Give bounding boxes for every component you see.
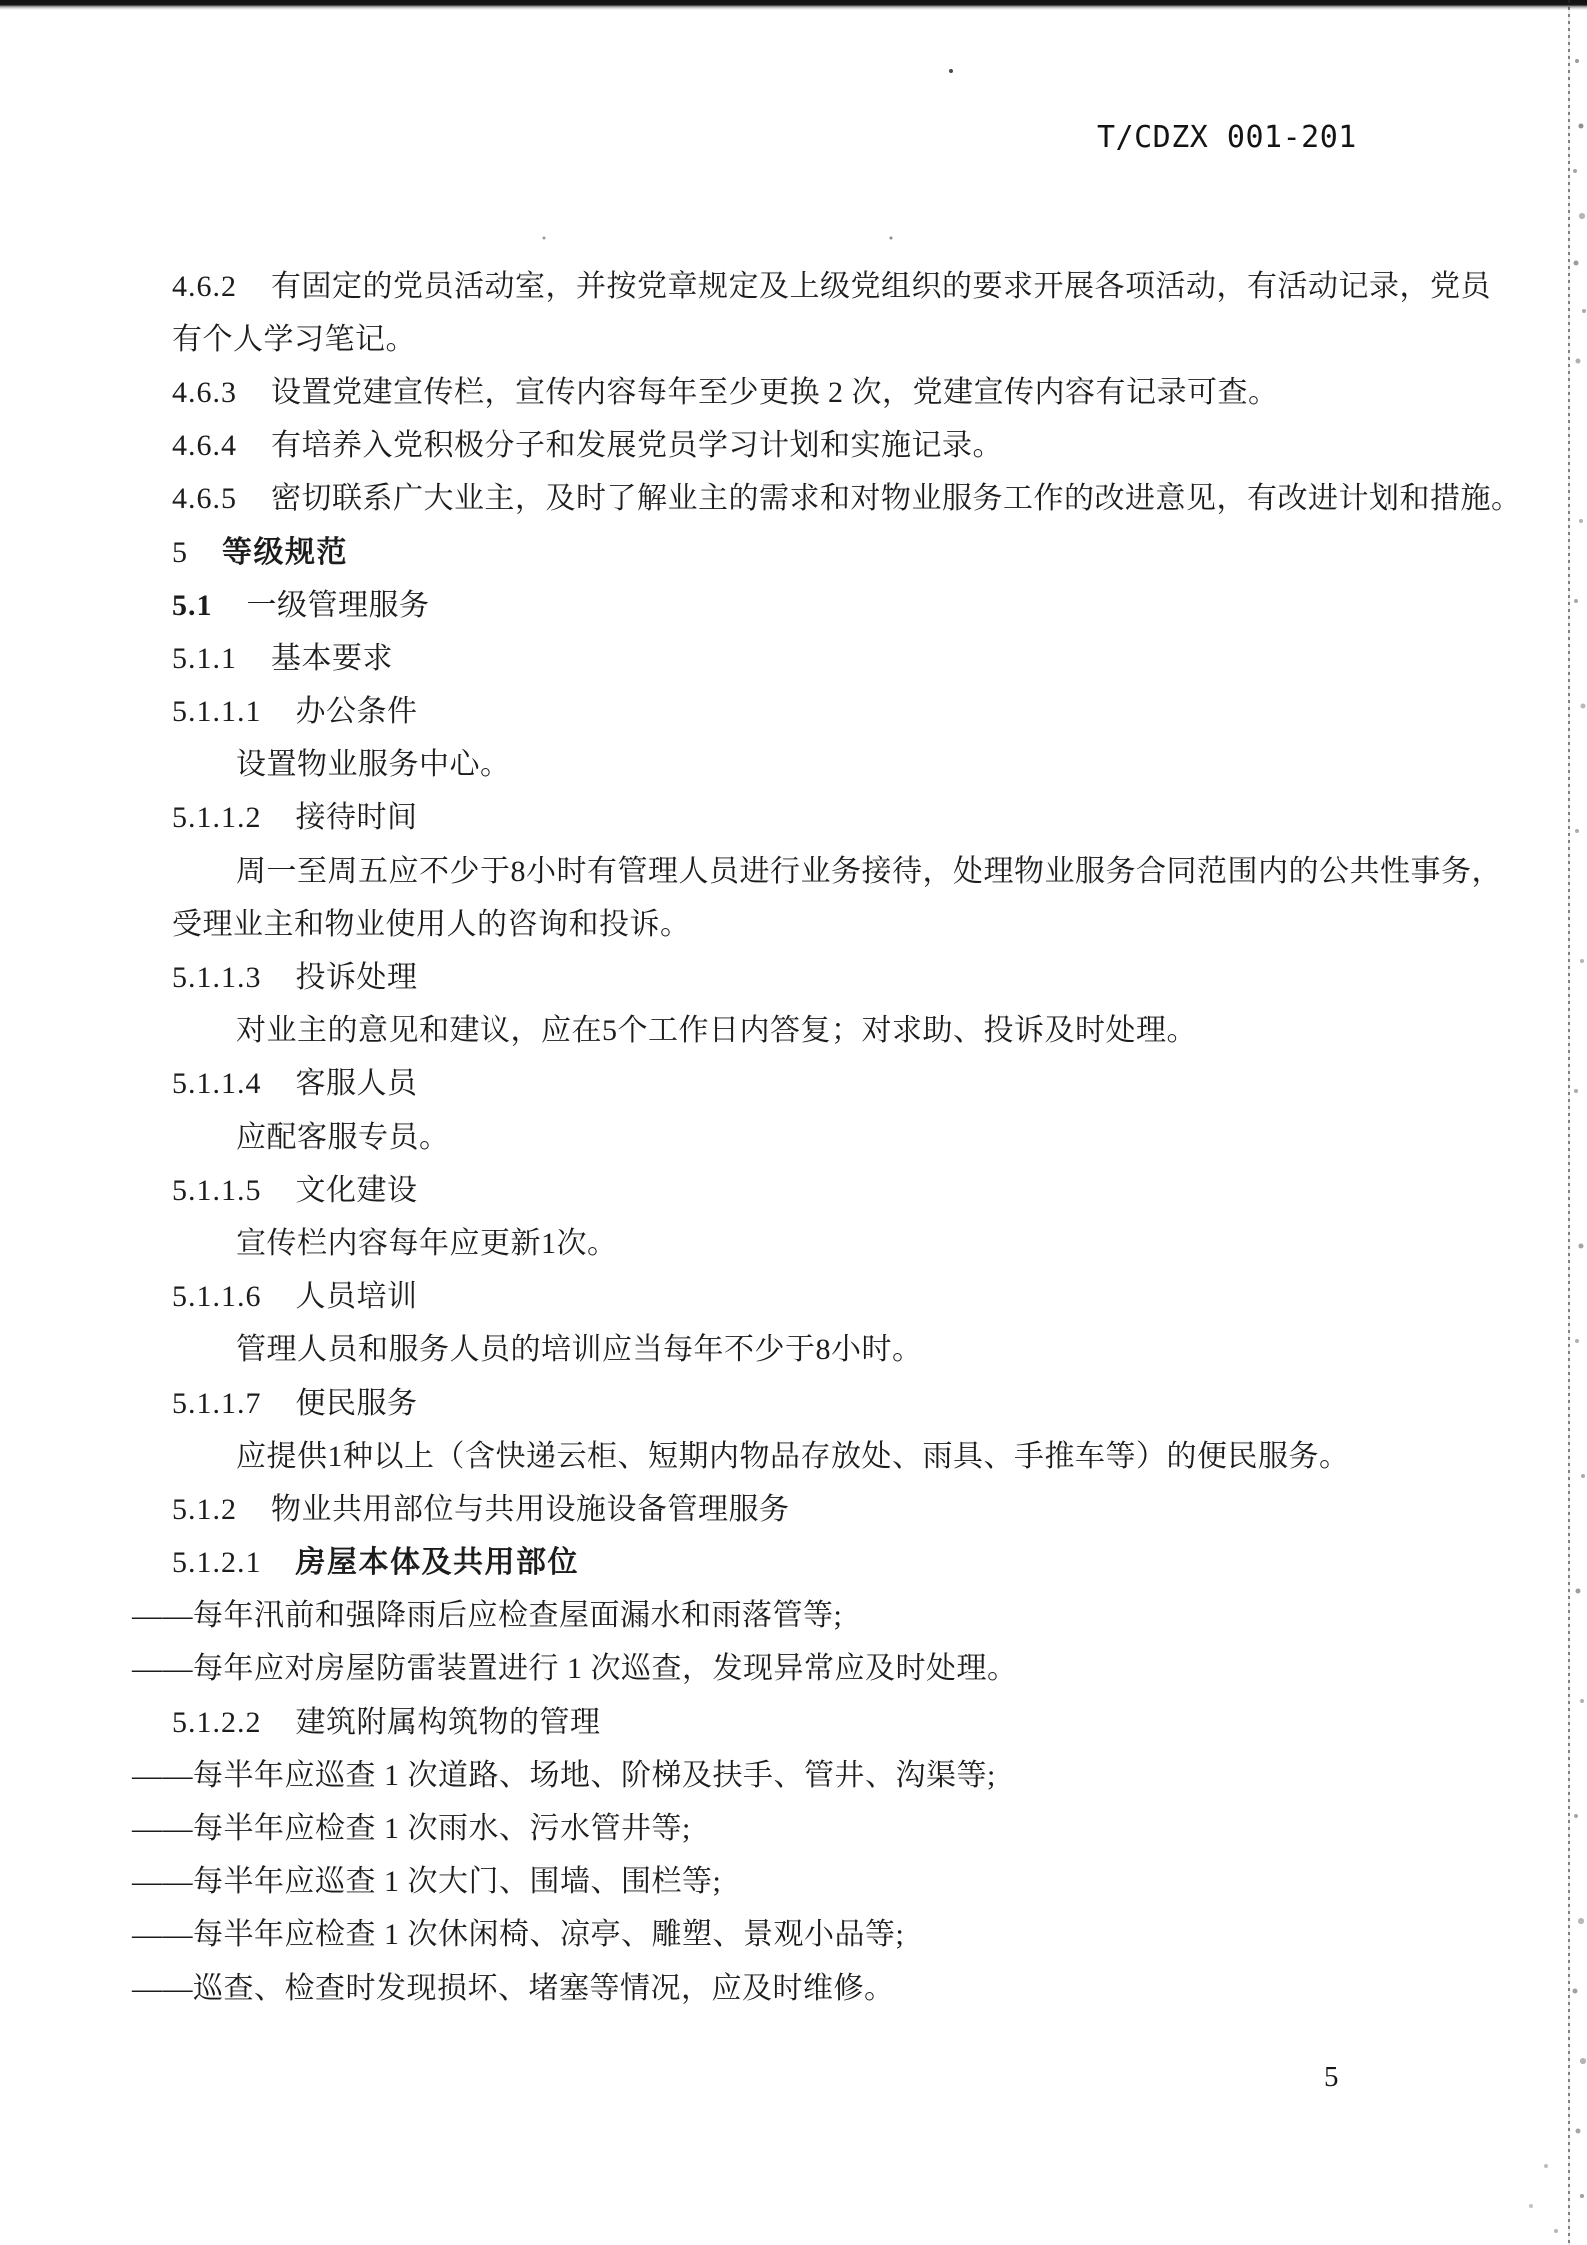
line-text: 有固定的党员活动室，并按党章规定及上级党组织的要求开展各项活动，有活动记录，党员 [271,269,1491,303]
clause-number: 4.6.5 [172,482,237,516]
line-text: 一级管理服务 [246,588,430,622]
paragraph-line [0,739,1570,792]
clause-number: 4.6.2 [172,269,237,303]
clause-number: 4.6.4 [172,429,237,463]
clause-number: 5.1.1.7 [172,1386,262,1420]
line-text: 设置物业服务中心。 [236,748,511,782]
line-text: ——每半年应检查 1 次休闲椅、凉亭、雕塑、景观小品等; [132,1918,905,1952]
clause-heading-line [0,420,1570,473]
line-text: ——每年汛前和强降雨后应检查屋面漏水和雨落管等; [132,1599,843,1633]
line-text: 建筑附属构筑物的管理 [295,1705,601,1739]
line-text: 管理人员和服务人员的培训应当每年不少于8小时。 [236,1333,923,1367]
clause-heading-line [0,366,1570,419]
line-text: 设置党建宣传栏，宣传内容每年至少更换 2 次，党建宣传内容有记录可查。 [271,375,1279,409]
line-text: 周一至周五应不少于8小时有管理人员进行业务接待，处理物业服务合同范围内的公共性事务， [236,854,1502,888]
dash-list-item-line [0,1962,1570,2015]
clause-heading-line [0,1058,1570,1111]
paragraph-line [0,1111,1570,1164]
clause-heading-line [0,951,1570,1004]
line-text: ——巡查、检查时发现损坏、堵塞等情况，应及时维修。 [132,1971,895,2005]
clause-heading-line [0,1483,1570,1536]
line-text: 人员培训 [295,1280,418,1314]
clause-number: 5.1.2.1 [172,1546,262,1580]
line-text: 应提供1种以上（含快递云柜、短期内物品存放处、雨具、手推车等）的便民服务。 [236,1439,1350,1473]
line-text: 文化建设 [295,1173,418,1207]
clause-number: 5.1.1.2 [172,801,262,835]
dash-list-item-line [0,1802,1570,1855]
line-text: 有培养入党积极分子和发展党员学习计划和实施记录。 [271,429,1003,463]
line-text: 办公条件 [295,695,418,729]
clause-heading-line [0,1271,1570,1324]
clause-number: 5.1.2 [172,1492,237,1526]
dash-list-item-line [0,1590,1570,1643]
clause-heading-line [0,526,1570,579]
clause-heading-line [0,632,1570,685]
line-text: 宣传栏内容每年应更新1次。 [236,1226,618,1260]
page-number: 5 [1324,2061,1339,2093]
scan-artifact-top-edge [0,0,1587,10]
dash-list-item-line [0,1643,1570,1696]
line-text: ——每半年应检查 1 次雨水、污水管井等; [132,1812,691,1846]
line-text: ——每年应对房屋防雷装置进行 1 次巡查，发现异常应及时处理。 [132,1652,1018,1686]
scan-artifact-specks [0,0,2,2]
clause-number: 5.1.2.2 [172,1705,262,1739]
paragraph-line [0,1217,1570,1270]
clause-heading-line [0,579,1570,632]
paragraph-line [0,1324,1570,1377]
paragraph-continuation-line [0,898,1570,951]
clause-number: 4.6.3 [172,375,237,409]
document-body [0,260,1570,2015]
clause-heading-line [0,473,1570,526]
line-text: 客服人员 [295,1067,418,1101]
clause-number: 5.1.1.1 [172,695,262,729]
line-text: 对业主的意见和建议，应在5个工作日内答复；对求助、投诉及时处理。 [236,1014,1197,1048]
standard-code-header: T/CDZX 001-201 [1097,120,1357,155]
clause-heading-line [0,792,1570,845]
paragraph-line [0,1430,1570,1483]
clause-number: 5.1.1 [172,641,237,675]
clause-heading-line [0,1537,1570,1590]
clause-heading-line [0,1377,1570,1430]
line-text: 受理业主和物业使用人的咨询和投诉。 [172,907,691,941]
line-text: ——每半年应巡查 1 次道路、场地、阶梯及扶手、管井、沟渠等; [132,1758,996,1792]
line-text: 投诉处理 [295,961,418,995]
line-text: 接待时间 [295,801,418,835]
dash-list-item-line [0,1909,1570,1962]
clause-number: 5.1 [172,588,213,622]
line-text: 等级规范 [222,535,348,569]
clause-heading-line [0,260,1570,313]
dash-list-item-line [0,1749,1570,1802]
clause-heading-line [0,686,1570,739]
dash-list-item-line [0,1856,1570,1909]
paragraph-line [0,1005,1570,1058]
line-text: 房屋本体及共用部位 [295,1546,579,1580]
clause-number: 5.1.1.4 [172,1067,262,1101]
line-text: 基本要求 [271,641,393,675]
clause-number: 5.1.1.3 [172,961,262,995]
line-text: 物业共用部位与共用设施设备管理服务 [271,1492,790,1526]
line-text: 有个人学习笔记。 [172,322,416,356]
paragraph-line [0,845,1570,898]
line-text: ——每半年应巡查 1 次大门、围墙、围栏等; [132,1865,722,1899]
line-text: 应配客服专员。 [236,1120,450,1154]
clause-number: 5.1.1.6 [172,1280,262,1314]
paragraph-continuation-line [0,313,1570,366]
clause-number: 5.1.1.5 [172,1173,262,1207]
clause-heading-line [0,1696,1570,1749]
clause-number: 5 [172,535,188,569]
line-text: 密切联系广大业主，及时了解业主的需求和对物业服务工作的改进意见，有改进计划和措施。 [271,482,1522,516]
clause-heading-line [0,1164,1570,1217]
line-text: 便民服务 [295,1386,418,1420]
